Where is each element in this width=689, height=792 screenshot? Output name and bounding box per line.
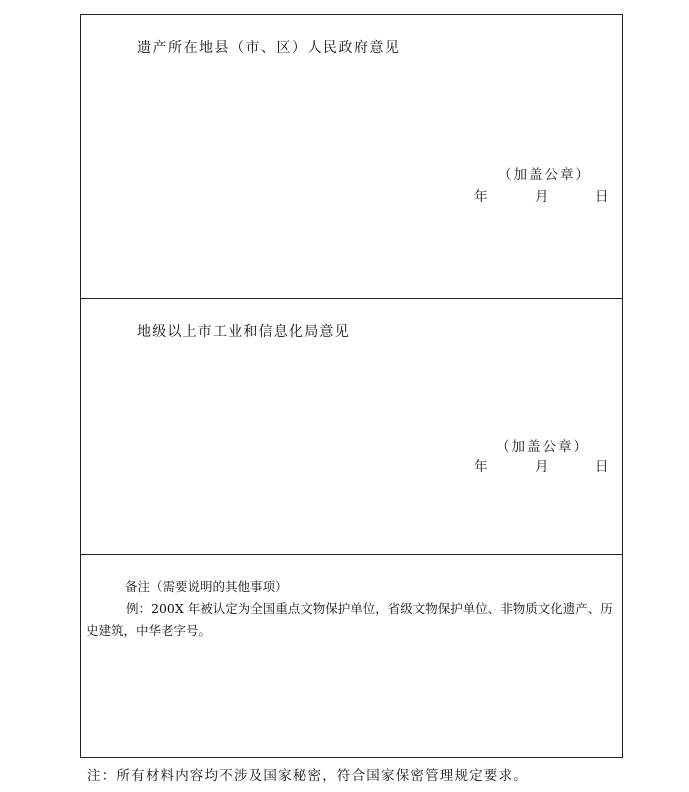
county-date-year-label: 年 [474, 189, 488, 205]
city-date-day-label: 日 [595, 459, 609, 475]
opinion-form-table [80, 14, 623, 758]
county-government-opinion-section [81, 15, 622, 299]
city-date-month-label: 月 [535, 459, 549, 475]
city-date-year-label: 年 [474, 459, 488, 475]
confidentiality-footnote: 注：所有材料内容均不涉及国家秘密，符合国家保密管理规定要求。 [87, 768, 528, 784]
county-date-day-label: 日 [595, 189, 609, 205]
city-industry-bureau-opinion-section [81, 299, 622, 555]
city-industry-bureau-opinion-heading: 地级以上市工业和信息化局意见 [137, 324, 350, 340]
remarks-example-text: 例：200X 年被认定为全国重点文物保护单位，省级文物保护单位、非物质文化遗产、历史建筑，中华老字号。 [86, 601, 613, 638]
city-date-row [474, 455, 610, 473]
remarks-section [81, 555, 622, 757]
county-date-month-label: 月 [535, 189, 549, 205]
city-official-seal-label: （加盖公章） [496, 439, 589, 455]
county-government-opinion-heading: 遗产所在地县（市、区）人民政府意见 [137, 40, 401, 56]
remarks-title: 备注（需要说明的其他事项） [125, 579, 288, 594]
county-date-row [474, 185, 610, 203]
county-official-seal-label: （加盖公章） [498, 167, 591, 183]
